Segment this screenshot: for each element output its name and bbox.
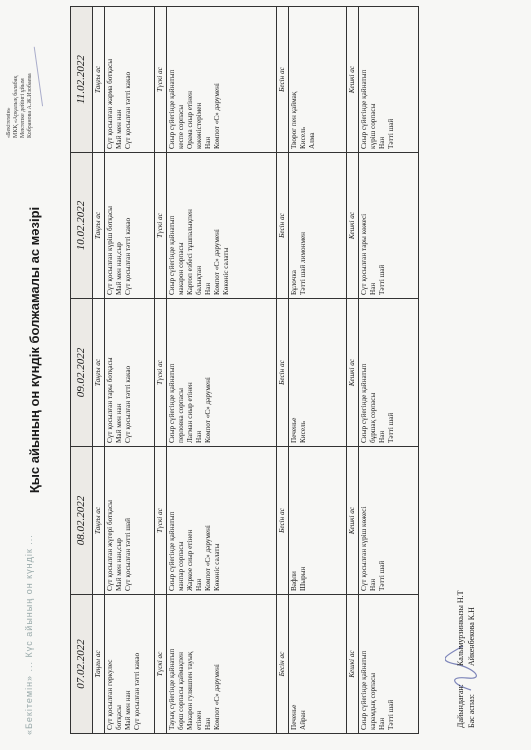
lunch-items <box>167 447 277 595</box>
prepared-label: Дайындаған: <box>456 684 465 728</box>
menu-item: Көкөніс салаты <box>222 247 230 295</box>
approval-line-4: Кобранова А.Ж.Изобаева <box>27 73 33 138</box>
breakfast-items <box>105 595 155 734</box>
menu-item: Сүт қосылған күріш ботқасы <box>106 206 114 295</box>
menu-item: Лагман сиыр етінен <box>186 382 194 443</box>
menu-item: Сиыр сүйегінде қайнатып <box>168 69 176 149</box>
menu-item: Сиыр сүйегінде қайнатып <box>168 215 176 295</box>
snack-label: Бесін ас <box>277 595 289 734</box>
faint-header-text: «Бекітемін» ... Күс айының он күндік ... <box>24 534 34 735</box>
menu-item: Картоп езбесі тұшпалықпен <box>186 209 194 295</box>
date-header: 07.02.2022 <box>71 595 93 734</box>
menu-item: Сиыр сүйегінде қайнатып <box>360 363 368 443</box>
menu-item: Сүт қосылған тары ботқасы <box>106 357 114 443</box>
menu-item: Орама сиыр етінен <box>186 91 194 149</box>
breakfast-items <box>105 153 155 299</box>
menu-item: Май мен нан,сыр <box>115 242 123 295</box>
menu-item: Шырын <box>299 566 307 591</box>
menu-item: Сүт қосылған тәтті какао <box>124 217 132 295</box>
dinner-items <box>359 447 419 595</box>
prepared-name: Калымурзинкызы Н.Т <box>456 590 465 666</box>
lunch-label: Түскі ас <box>155 7 167 153</box>
prepared-line <box>455 590 466 728</box>
page-title: Қыс айының он күндік болжамалы ас мәзірі <box>27 206 42 494</box>
menu-item: Тәтті шай <box>387 412 395 443</box>
menu-item: Сиыр сүйегінде қайнатып <box>168 511 176 591</box>
lunch-label: Түскі ас <box>155 299 167 447</box>
breakfast-label: Таңғы ас <box>93 447 105 595</box>
menu-item: Нан <box>204 717 212 730</box>
lunch-label: Түскі ас <box>155 595 167 734</box>
menu-item: Печенье <box>290 704 298 730</box>
nurse-name: Айкенбекова К.Н <box>467 607 476 666</box>
menu-item: Компот «С» дәрумені <box>204 525 212 591</box>
lunch-label-row <box>155 7 167 734</box>
nurse-label: Бас аспаз: <box>467 693 476 728</box>
dinner-row <box>359 7 419 734</box>
approval-line-3: Мектепке дейінгі ұйым <box>20 78 26 138</box>
menu-item: Нан <box>378 136 386 149</box>
menu-item: Тәтті шай <box>387 699 395 730</box>
dinner-label: Кешкі ас <box>347 299 359 447</box>
menu-item: Май мен нан <box>115 109 123 149</box>
menu-item: Алма <box>308 132 316 149</box>
menu-item: Сүт қосылған тәтті какао <box>133 652 141 730</box>
menu-item: Печенье <box>290 417 298 443</box>
menu-item: Нан <box>204 136 212 149</box>
menu-item: Сүт қосылған жүгері ботқасы <box>106 500 114 591</box>
menu-item: Нан <box>204 282 212 295</box>
date-header: 09.02.2022 <box>71 299 93 447</box>
menu-item: Нан <box>369 578 377 591</box>
footer-signatures <box>455 590 477 728</box>
menu-item: Көкөніс салаты <box>213 543 221 591</box>
lunch-label: Түскі ас <box>155 153 167 299</box>
approval-line-1: «Бекітемін» <box>6 107 12 138</box>
menu-item: Май мен нан,сыр <box>115 538 123 591</box>
dinner-label-row <box>347 7 359 734</box>
date-header: 11.02.2022 <box>71 7 93 153</box>
menu-item: Сүт қосылған геркулес <box>106 659 114 730</box>
snack-label: Бесін ас <box>277 299 289 447</box>
menu-item: Компот «С» дәрумені <box>213 229 221 295</box>
menu-item: Сиыр сүйегінде қайнатып <box>360 69 368 149</box>
breakfast-items <box>105 299 155 447</box>
menu-item: Компот «С» дәрумені <box>213 664 221 730</box>
menu-item: Сүт қосылған тәтті какао <box>124 365 132 443</box>
lunch-items <box>167 595 277 734</box>
menu-item: карамдық сорпасы <box>369 672 377 730</box>
menu-item: балықтан <box>195 265 203 295</box>
menu-item: Кисель <box>299 421 307 443</box>
lunch-items <box>167 7 277 153</box>
dinner-label: Кешкі ас <box>347 447 359 595</box>
menu-item: Сүт қосылған тәтті шай <box>124 518 132 591</box>
menu-item: борш сорпасы қаймақпен <box>177 652 185 730</box>
menu-item: Айран <box>299 710 307 730</box>
date-header: 08.02.2022 <box>71 447 93 595</box>
menu-item: кеспе сорпасы <box>177 104 185 149</box>
snack-items <box>289 7 347 153</box>
snack-items <box>289 447 347 595</box>
breakfast-items <box>105 7 155 153</box>
lunch-label: Түскі ас <box>155 447 167 595</box>
snack-label: Бесін ас <box>277 153 289 299</box>
menu-item: Компот «С» дәрумені <box>204 377 212 443</box>
snack-label-row <box>277 7 289 734</box>
menu-item: Нан <box>195 430 203 443</box>
dinner-label: Кешкі ас <box>347 153 359 299</box>
snack-label: Бесін ас <box>277 7 289 153</box>
menu-item: етінен <box>195 710 203 730</box>
menu-item: Вафли <box>290 571 298 591</box>
menu-item: Тәтті шай <box>387 118 395 149</box>
menu-item: Сүт қосылған тәтті какао <box>124 71 132 149</box>
dinner-items <box>359 153 419 299</box>
menu-item: Тәтті шай <box>378 264 386 295</box>
menu-item: перловка сорпасы <box>177 388 185 443</box>
menu-item: Май мен нан <box>115 403 123 443</box>
menu-item: кокөністерімен <box>195 102 203 149</box>
menu-item: Нан <box>369 282 377 295</box>
lunch-items <box>167 153 277 299</box>
menu-item: Кисель <box>299 127 307 149</box>
menu-item: Май мен нан <box>124 690 132 730</box>
menu-item: Сиыр сүйегінде қайнатып <box>360 650 368 730</box>
menu-item: Тауық сүйегінде қайнатып <box>168 648 176 730</box>
snack-label: Бесін ас <box>277 447 289 595</box>
menu-item: Сүт қосылған күріш көжесі <box>360 506 368 591</box>
menu-item: манпар сорпасы <box>177 541 185 591</box>
snack-items <box>289 595 347 734</box>
menu-item: Сиыр сүйегінде қайнатып <box>168 363 176 443</box>
breakfast-row <box>105 7 155 734</box>
dinner-items <box>359 7 419 153</box>
lunch-row <box>167 7 277 734</box>
breakfast-label: Таңғы ас <box>93 299 105 447</box>
menu-item: Нан <box>195 578 203 591</box>
menu-item: Бұлочка <box>290 270 298 295</box>
lunch-items <box>167 299 277 447</box>
menu-item: Сүт қосылған тары көжесі <box>360 213 368 295</box>
snack-items <box>289 299 347 447</box>
menu-item: Сүт қосылған жарма ботқасы <box>106 58 114 149</box>
menu-item: Тәтті шай <box>378 560 386 591</box>
menu-item: Макарон гуляшпен тауық <box>186 651 194 730</box>
menu-item: Нан <box>378 430 386 443</box>
menu-item: макарон сорпасы <box>177 242 185 295</box>
menu-item: күріш сорпасы <box>369 103 377 149</box>
menu-item: ботқасы <box>115 705 123 730</box>
approval-line-2: МКҚ «Арқалық балабақ <box>13 75 19 138</box>
menu-item: Компот «С» дәрумені <box>213 83 221 149</box>
breakfast-label: Таңғы ас <box>93 595 105 734</box>
date-header-row <box>71 7 93 734</box>
approval-block <box>6 8 34 138</box>
breakfast-label: Таңғы ас <box>93 153 105 299</box>
menu-item: Тәтті шай лимонмен <box>299 231 307 295</box>
snack-items <box>289 153 347 299</box>
dinner-label: Кешкі ас <box>347 595 359 734</box>
dinner-label: Кешкі ас <box>347 7 359 153</box>
breakfast-label-row <box>93 7 105 734</box>
menu-item: Нан <box>378 717 386 730</box>
dinner-items <box>359 299 419 447</box>
dinner-items <box>359 595 419 734</box>
menu-item: Творог пен қаймақ <box>290 91 298 149</box>
nurse-line <box>466 590 477 728</box>
menu-table <box>70 6 419 734</box>
breakfast-label: Таңғы ас <box>93 7 105 153</box>
breakfast-items <box>105 447 155 595</box>
menu-item: бұршақ сорпасы <box>369 392 377 443</box>
date-header: 10.02.2022 <box>71 153 93 299</box>
snack-row <box>289 7 347 734</box>
menu-item: Жаркое сиыр етінен <box>186 529 194 591</box>
